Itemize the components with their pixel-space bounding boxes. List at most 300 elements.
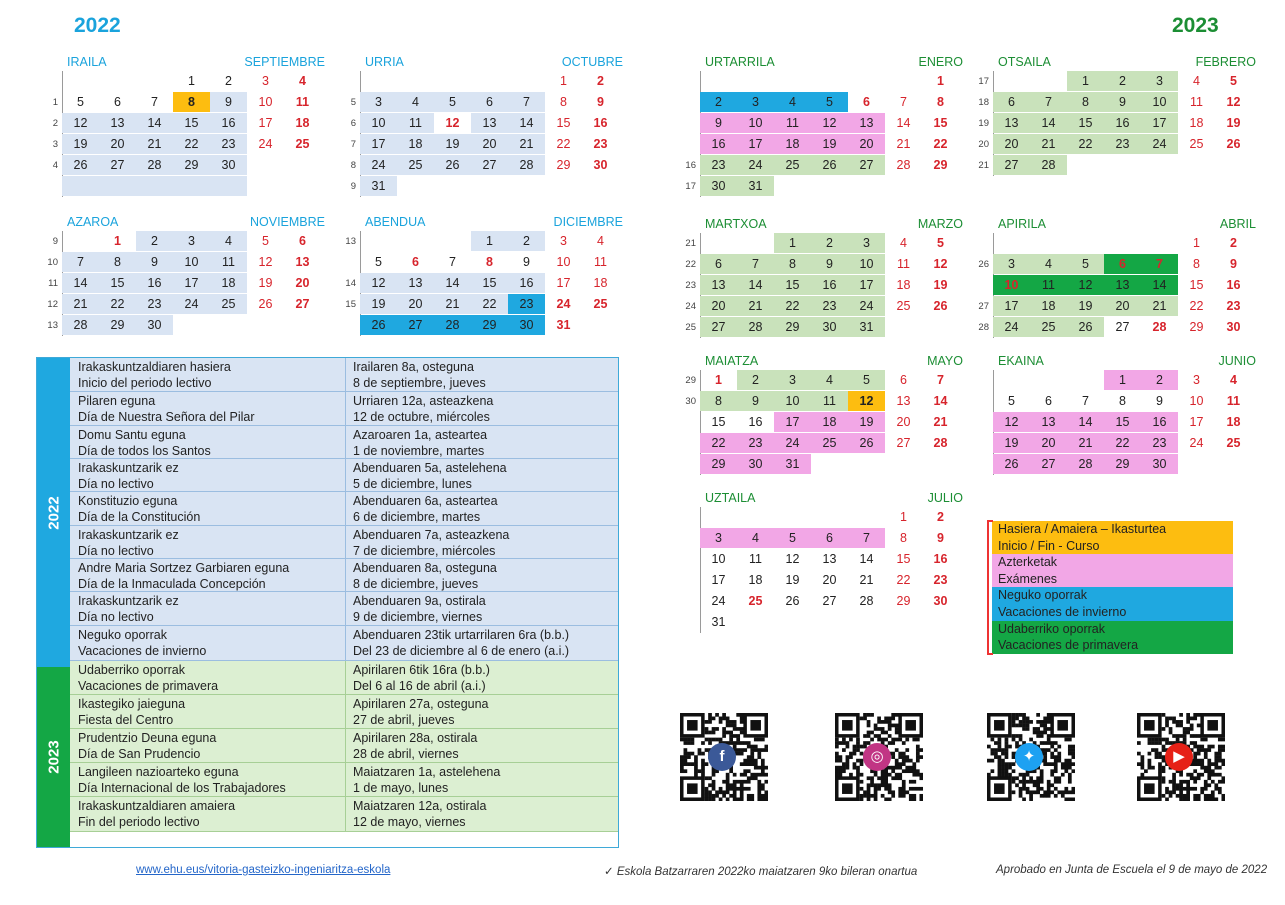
- week-number: 16: [685, 160, 696, 171]
- day-cell: 26: [811, 155, 848, 175]
- event-date-eu: Azaroaren 1a, asteartea: [353, 428, 488, 442]
- week-row: [700, 528, 963, 549]
- day-cell: 5: [262, 234, 269, 248]
- day-cell: 8: [1067, 92, 1104, 112]
- legend-item: Vacaciones de invierno: [992, 604, 1233, 621]
- day-cell: 21: [136, 134, 173, 154]
- event-name-eu: Neguko oporrak: [78, 628, 167, 642]
- day-cell: 6: [1104, 254, 1141, 274]
- week-number: 29: [685, 375, 696, 386]
- empty-cell: [848, 454, 885, 474]
- empty-cell: [737, 71, 774, 91]
- day-cell: 18: [397, 134, 434, 154]
- day-cell: 30: [508, 315, 545, 335]
- day-cell: 20: [700, 296, 737, 316]
- week-row: [685, 233, 963, 254]
- event-name-eu: Irakaskuntzaldiaren amaiera: [78, 799, 236, 813]
- event-row: [70, 559, 618, 592]
- day-cell: 5: [774, 528, 811, 548]
- empty-cell: [1141, 155, 1178, 175]
- month-name-eu: EKAINA: [998, 354, 1044, 368]
- empty-cell: [1178, 155, 1215, 175]
- day-cell: 29: [1104, 454, 1141, 474]
- twitter-icon: ✦: [1015, 743, 1043, 771]
- day-cell: 6: [412, 255, 419, 269]
- day-cell: 31: [737, 176, 774, 196]
- day-cell: 8: [99, 252, 136, 272]
- day-cell: 5: [811, 92, 848, 112]
- month-name-es: OCTUBRE: [561, 55, 623, 69]
- week-number: 13: [345, 236, 356, 247]
- day-cell: 7: [508, 92, 545, 112]
- day-cell: 7: [1082, 394, 1089, 408]
- empty-cell: [173, 315, 210, 335]
- event-date-eu: Maiatzaren 1a, astelehena: [353, 765, 501, 779]
- week-row: [700, 92, 963, 113]
- month-martxoa: [685, 216, 963, 338]
- day-cell: 17: [1189, 415, 1204, 429]
- day-cell: 15: [896, 552, 911, 566]
- week-number: 25: [685, 322, 696, 333]
- day-cell: 2: [700, 92, 737, 112]
- day-cell: 20: [993, 134, 1030, 154]
- day-cell: 17: [258, 116, 273, 130]
- day-cell: 7: [1030, 92, 1067, 112]
- day-cell: 1: [715, 373, 722, 387]
- day-cell: 7: [900, 95, 907, 109]
- day-cell: 19: [62, 134, 99, 154]
- month-name-es: FEBRERO: [1195, 55, 1256, 69]
- website-link[interactable]: www.ehu.eus/vitoria-gasteizko-ingeniaritza-eskola: [136, 864, 391, 876]
- day-cell: 2: [597, 74, 604, 88]
- day-cell: 3: [262, 74, 269, 88]
- day-cell: 25: [1226, 436, 1241, 450]
- event-name-es: Día no lectivo: [78, 477, 154, 491]
- day-cell: 18: [593, 276, 608, 290]
- day-cell: 7: [848, 528, 885, 548]
- qr-code-facebook[interactable]: [680, 713, 768, 801]
- month-name-es: DICIEMBRE: [553, 215, 623, 229]
- day-cell: 16: [1104, 113, 1141, 133]
- week-row: [700, 134, 963, 155]
- day-cell: 18: [896, 278, 911, 292]
- day-cell: 1: [114, 234, 121, 248]
- day-cell: 28: [896, 158, 911, 172]
- day-cell: 24: [848, 296, 885, 316]
- qr-code-instagram[interactable]: [835, 713, 923, 801]
- day-cell: 28: [508, 155, 545, 175]
- day-cell: 14: [62, 273, 99, 293]
- day-cell: 3: [848, 233, 885, 253]
- week-row: [360, 71, 623, 92]
- day-cell: 9: [937, 531, 944, 545]
- year-band-2022: [37, 358, 70, 667]
- day-cell: 3: [360, 92, 397, 112]
- day-cell: 6: [811, 528, 848, 548]
- day-cell: 12: [1067, 275, 1104, 295]
- empty-cell: [582, 176, 619, 196]
- qr-code-youtube[interactable]: [1137, 713, 1225, 801]
- day-cell: 26: [993, 454, 1030, 474]
- day-cell: 13: [896, 394, 911, 408]
- week-row: [978, 113, 1256, 134]
- event-date-eu: Urriaren 12a, asteazkena: [353, 394, 494, 408]
- week-row: [52, 92, 325, 113]
- day-cell: 3: [560, 234, 567, 248]
- week-row: [350, 155, 623, 176]
- day-cell: 15: [99, 273, 136, 293]
- day-cell: 18: [748, 573, 763, 587]
- day-cell: 22: [1104, 433, 1141, 453]
- week-number: 17: [685, 181, 696, 192]
- event-date-es: 1 de mayo, lunes: [353, 781, 449, 795]
- day-cell: 3: [737, 92, 774, 112]
- day-cell: 22: [896, 573, 911, 587]
- day-cell: 8: [774, 254, 811, 274]
- empty-cell: [508, 176, 545, 196]
- week-row: [993, 433, 1256, 454]
- year-2022-title: 2022: [74, 14, 121, 37]
- day-cell: 10: [258, 95, 273, 109]
- event-name-eu: Ikastegiko jaieguna: [78, 697, 186, 711]
- day-cell: 2: [811, 233, 848, 253]
- day-cell: 28: [737, 317, 774, 337]
- empty-cell: [922, 317, 959, 337]
- day-cell: 5: [937, 236, 944, 250]
- month-maiatza: [685, 353, 963, 475]
- day-cell: 21: [434, 294, 471, 314]
- day-cell: 14: [434, 273, 471, 293]
- day-cell: 14: [508, 113, 545, 133]
- month-iraila: [52, 54, 325, 197]
- day-cell: 23: [508, 294, 545, 314]
- month-abendua: [345, 214, 623, 336]
- event-name-es: Día de San Prudencio: [78, 747, 201, 761]
- day-cell: 8: [486, 255, 493, 269]
- week-row: [700, 549, 963, 570]
- day-cell: 19: [1067, 296, 1104, 316]
- day-cell: 27: [848, 155, 885, 175]
- day-cell: 20: [848, 134, 885, 154]
- day-cell: 16: [210, 113, 247, 133]
- day-cell: 3: [700, 528, 737, 548]
- day-cell: 18: [295, 116, 310, 130]
- month-urria: [350, 54, 623, 197]
- week-number: 5: [350, 97, 356, 108]
- day-cell: 31: [848, 317, 885, 337]
- day-cell: 22: [1067, 134, 1104, 154]
- day-cell: 15: [1104, 412, 1141, 432]
- day-cell: 28: [859, 594, 874, 608]
- week-row: [52, 155, 325, 176]
- day-cell: 24: [173, 294, 210, 314]
- empty-cell: [1104, 155, 1141, 175]
- week-number: 2: [52, 118, 58, 129]
- empty-cell: [284, 315, 321, 335]
- week-row: [685, 254, 963, 275]
- empty-cell: [885, 612, 922, 632]
- day-cell: 2: [136, 231, 173, 251]
- day-cell: 13: [1104, 275, 1141, 295]
- empty-cell: [1067, 155, 1104, 175]
- week-row: [978, 317, 1256, 338]
- day-cell: 10: [737, 113, 774, 133]
- event-name-eu: Irakaskuntzarik ez: [78, 461, 179, 475]
- empty-cell: [1104, 233, 1141, 253]
- event-date-eu: Abenduaren 8a, osteguna: [353, 561, 497, 575]
- week-row: [350, 113, 623, 134]
- week-number: 3: [52, 139, 58, 150]
- day-cell: 2: [937, 510, 944, 524]
- month-name-eu: URTARRILA: [705, 55, 775, 69]
- week-number: 20: [978, 139, 989, 150]
- week-row: [47, 315, 325, 336]
- empty-cell: [1030, 370, 1067, 390]
- day-cell: 20: [471, 134, 508, 154]
- empty-cell: [774, 612, 811, 632]
- month-name-eu: AZAROA: [67, 215, 119, 229]
- qr-code-twitter[interactable]: [987, 713, 1075, 801]
- day-cell: 19: [785, 573, 800, 587]
- day-cell: 25: [295, 137, 310, 151]
- day-cell: 10: [774, 391, 811, 411]
- week-row: [700, 507, 963, 528]
- day-cell: 11: [774, 113, 811, 133]
- empty-cell: [397, 231, 434, 251]
- empty-cell: [811, 71, 848, 91]
- month-name-es: ENERO: [918, 55, 963, 69]
- week-number: 17: [978, 76, 989, 87]
- event-row: [70, 729, 618, 763]
- event-date-eu: Irailaren 8a, osteguna: [353, 360, 474, 374]
- day-cell: 12: [811, 113, 848, 133]
- day-cell: 11: [749, 552, 762, 566]
- empty-cell: [848, 612, 885, 632]
- day-cell: 20: [99, 134, 136, 154]
- day-cell: 19: [434, 134, 471, 154]
- day-cell: 21: [1030, 134, 1067, 154]
- day-cell: 23: [811, 296, 848, 316]
- day-cell: 22: [774, 296, 811, 316]
- day-cell: 24: [360, 155, 397, 175]
- week-row: [62, 71, 325, 92]
- day-cell: 17: [993, 296, 1030, 316]
- day-cell: 5: [375, 255, 382, 269]
- day-cell: 24: [737, 155, 774, 175]
- day-cell: 14: [896, 116, 911, 130]
- week-row: [47, 252, 325, 273]
- week-row: [700, 612, 963, 633]
- week-row: [350, 134, 623, 155]
- empty-cell: [471, 176, 508, 196]
- day-cell: 4: [1230, 373, 1237, 387]
- empty-cell: [99, 176, 136, 196]
- event-row: [70, 526, 618, 559]
- week-row: [52, 113, 325, 134]
- day-cell: 18: [1030, 296, 1067, 316]
- day-cell: 10: [173, 252, 210, 272]
- day-cell: 17: [774, 412, 811, 432]
- event-name-es: Día de la Inmaculada Concepción: [78, 577, 266, 591]
- day-cell: 20: [397, 294, 434, 314]
- day-cell: 9: [1156, 394, 1163, 408]
- week-number: 21: [685, 238, 696, 249]
- week-row: [978, 296, 1256, 317]
- week-number: 12: [47, 299, 58, 310]
- day-cell: 30: [593, 158, 608, 172]
- day-cell: 20: [822, 573, 837, 587]
- week-number: 8: [350, 160, 356, 171]
- empty-cell: [811, 454, 848, 474]
- empty-cell: [62, 231, 99, 251]
- day-cell: 29: [173, 155, 210, 175]
- empty-cell: [700, 71, 737, 91]
- day-cell: 5: [1230, 74, 1237, 88]
- day-cell: 6: [863, 95, 870, 109]
- day-cell: 16: [508, 273, 545, 293]
- day-cell: 23: [933, 573, 948, 587]
- day-cell: 17: [737, 134, 774, 154]
- event-row: [70, 392, 618, 426]
- event-date-es: 1 de noviembre, martes: [353, 444, 485, 458]
- day-cell: 1: [1104, 370, 1141, 390]
- week-number: 18: [978, 97, 989, 108]
- event-date-es: 5 de diciembre, lunes: [353, 477, 472, 491]
- day-cell: 27: [993, 155, 1030, 175]
- day-cell: 11: [1030, 275, 1067, 295]
- day-cell: 28: [1030, 155, 1067, 175]
- event-date-eu: Abenduaren 7a, asteazkena: [353, 528, 510, 542]
- day-cell: 18: [210, 273, 247, 293]
- empty-cell: [1067, 233, 1104, 253]
- empty-cell: [1067, 370, 1104, 390]
- empty-cell: [1215, 155, 1252, 175]
- day-cell: 13: [822, 552, 837, 566]
- event-name-es: Vacaciones de invierno: [78, 644, 207, 658]
- empty-cell: [885, 176, 922, 196]
- month-uztaila: [700, 490, 963, 633]
- day-cell: 13: [848, 113, 885, 133]
- event-date-es: Del 23 de diciembre al 6 de enero (a.i.): [353, 644, 570, 658]
- day-cell: 28: [933, 436, 948, 450]
- day-cell: 9: [700, 113, 737, 133]
- day-cell: 5: [848, 370, 885, 390]
- day-cell: 8: [560, 95, 567, 109]
- event-date-eu: Apirilaren 6tik 16ra (b.b.): [353, 663, 490, 677]
- month-urtarrila: [685, 54, 963, 197]
- day-cell: 8: [1119, 394, 1126, 408]
- day-cell: 21: [933, 415, 948, 429]
- event-name-eu: Udaberriko oporrak: [78, 663, 185, 677]
- day-cell: 21: [896, 137, 911, 151]
- week-number: 22: [685, 259, 696, 270]
- day-cell: 22: [556, 137, 571, 151]
- day-cell: 3: [993, 254, 1030, 274]
- empty-cell: [360, 231, 397, 251]
- day-cell: 4: [1030, 254, 1067, 274]
- month-otsaila: [978, 54, 1256, 176]
- legend-item: Inicio / Fin - Curso: [992, 538, 1233, 555]
- month-name-es: SEPTIEMBRE: [244, 55, 325, 69]
- month-name-es: MARZO: [917, 217, 963, 231]
- event-date-eu: Abenduaren 23tik urtarrilaren 6ra (b.b.): [353, 628, 570, 642]
- day-cell: 18: [811, 412, 848, 432]
- day-cell: 4: [210, 231, 247, 251]
- day-cell: 5: [77, 95, 84, 109]
- event-name-eu: Langileen nazioarteko eguna: [78, 765, 239, 779]
- empty-cell: [774, 71, 811, 91]
- day-cell: 9: [737, 391, 774, 411]
- day-cell: 28: [1152, 320, 1167, 334]
- day-cell: 29: [933, 158, 948, 172]
- event-row: [70, 797, 618, 832]
- day-cell: 23: [1104, 134, 1141, 154]
- empty-cell: [247, 176, 284, 196]
- day-cell: 2: [1141, 370, 1178, 390]
- day-cell: 23: [593, 137, 608, 151]
- day-cell: 16: [933, 552, 948, 566]
- day-cell: 23: [136, 294, 173, 314]
- week-row: [700, 71, 963, 92]
- day-cell: 2: [1230, 236, 1237, 250]
- empty-cell: [922, 612, 959, 632]
- empty-cell: [247, 315, 284, 335]
- day-cell: 1: [937, 74, 944, 88]
- day-cell: 30: [136, 315, 173, 335]
- day-cell: 10: [360, 113, 397, 133]
- day-cell: 4: [299, 74, 306, 88]
- day-cell: 20: [1030, 433, 1067, 453]
- event-date-es: 6 de diciembre, martes: [353, 510, 481, 524]
- week-number: 15: [345, 299, 356, 310]
- day-cell: 13: [99, 113, 136, 133]
- day-cell: 9: [523, 255, 530, 269]
- day-cell: 29: [99, 315, 136, 335]
- day-cell: 16: [748, 415, 763, 429]
- day-cell: 12: [1226, 95, 1241, 109]
- day-cell: 21: [1067, 433, 1104, 453]
- day-cell: 13: [397, 273, 434, 293]
- day-cell: 30: [933, 594, 948, 608]
- day-cell: 29: [896, 594, 911, 608]
- day-cell: 22: [99, 294, 136, 314]
- empty-cell: [737, 612, 774, 632]
- day-cell: 25: [593, 297, 608, 311]
- day-cell: 2: [737, 370, 774, 390]
- week-number: 11: [48, 278, 58, 289]
- event-date-es: 27 de abril, jueves: [353, 713, 455, 727]
- week-row: [993, 370, 1256, 391]
- event-row: [70, 358, 618, 392]
- day-cell: 27: [471, 155, 508, 175]
- day-cell: 7: [62, 252, 99, 272]
- day-cell: 4: [397, 92, 434, 112]
- week-row: [978, 254, 1256, 275]
- day-cell: 26: [360, 315, 397, 335]
- event-name-eu: Konstituzio eguna: [78, 494, 178, 508]
- event-name-eu: Irakaskuntzarik ez: [78, 594, 179, 608]
- week-row: [993, 454, 1256, 475]
- event-date-es: 12 de mayo, viernes: [353, 815, 466, 829]
- week-row: [993, 391, 1256, 412]
- month-ekaina: [993, 353, 1256, 475]
- week-row: [978, 71, 1256, 92]
- week-number: 4: [52, 160, 58, 171]
- day-cell: 20: [1104, 296, 1141, 316]
- event-row: [70, 592, 618, 626]
- legend: [987, 521, 1233, 654]
- week-number: 10: [47, 257, 58, 268]
